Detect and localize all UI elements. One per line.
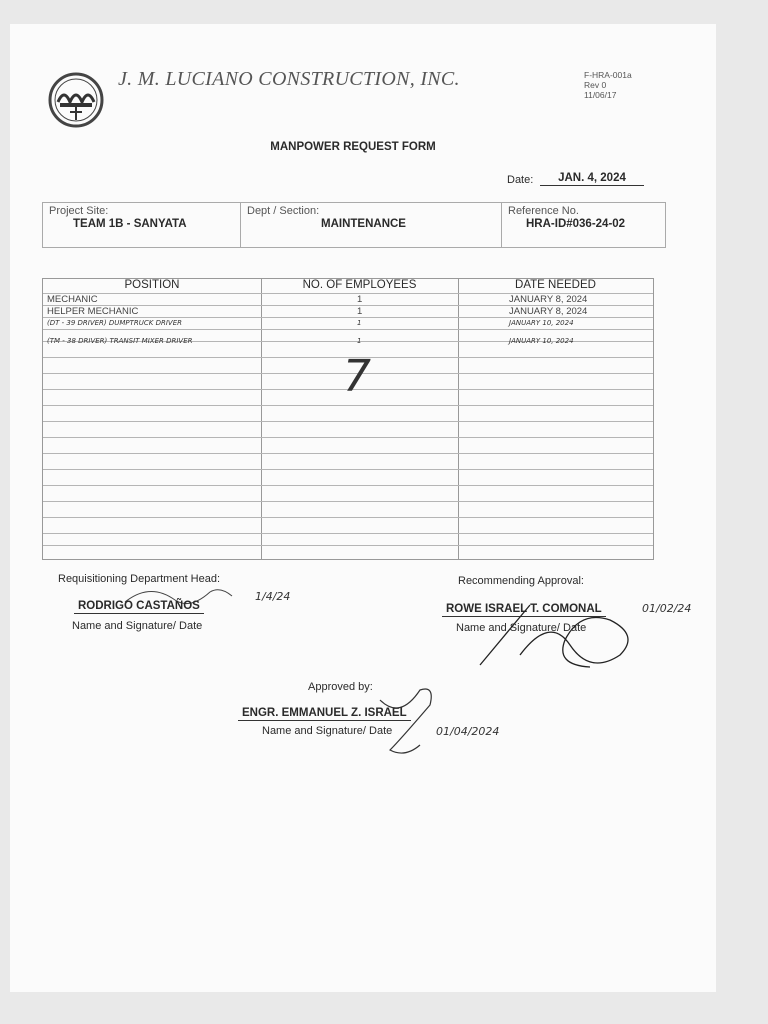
form-code-block [584, 70, 632, 100]
recommending-label: Recommending Approval: [458, 575, 584, 587]
info-box [42, 202, 666, 248]
row-count: 1 [357, 294, 363, 305]
dept-cell [241, 203, 502, 247]
row-position-handwritten: (TM - 38 DRIVER) TRANSIT MIXER DRIVER [47, 337, 193, 345]
project-site-cell [43, 203, 241, 247]
form-title: MANPOWER REQUEST FORM [270, 141, 436, 153]
reference-label: Reference No. [508, 205, 579, 217]
row-count-handwritten: 1 [357, 337, 362, 345]
row-position-handwritten: (DT - 39 DRIVER) DUMPTRUCK DRIVER [47, 319, 182, 327]
form-revision: Rev 0 [584, 80, 607, 90]
project-site-label: Project Site: [49, 205, 109, 217]
recommending-date: 01/02/24 [642, 602, 692, 615]
requisitioning-caption: Name and Signature/ Date [72, 620, 203, 632]
approved-caption: Name and Signature/ Date [262, 725, 393, 737]
recommending-name: ROWE ISRAEL T. COMONAL [442, 603, 606, 617]
reference-cell [502, 203, 665, 247]
requisitioning-date: 1/4/24 [255, 590, 291, 603]
approved-name: ENGR. EMMANUEL Z. ISRAEL [238, 707, 411, 721]
row-date: JANUARY 8, 2024 [509, 306, 588, 317]
col-header-date: DATE NEEDED [515, 279, 596, 291]
col-header-position: POSITION [124, 279, 180, 291]
requisitioning-label: Requisitioning Department Head: [58, 573, 221, 585]
project-site-value: TEAM 1B - SANYATA [73, 218, 187, 230]
date-label: Date: [507, 174, 534, 186]
form-code: F-HRA-001a [584, 70, 632, 80]
form-revision-date: 11/06/17 [584, 90, 617, 100]
col-header-employees: NO. OF EMPLOYEES [302, 279, 417, 291]
row-count-handwritten: 1 [357, 319, 362, 327]
dept-label: Dept / Section: [247, 205, 320, 217]
company-name: J. M. LUCIANO CONSTRUCTION, INC. [118, 68, 460, 90]
reference-value: HRA-ID#036-24-02 [526, 218, 626, 230]
dept-value: MAINTENANCE [321, 218, 406, 230]
row-position: MECHANIC [47, 294, 98, 305]
date-value: JAN. 4, 2024 [540, 172, 644, 186]
row-count: 1 [357, 306, 363, 317]
requisitioning-name: RODRIGO CASTAÑOS [74, 600, 204, 614]
row-date-handwritten: JANUARY 10, 2024 [509, 319, 574, 327]
company-logo [48, 72, 104, 128]
row-position: HELPER MECHANIC [47, 306, 139, 317]
row-date: JANUARY 8, 2024 [509, 294, 588, 305]
recommending-caption: Name and Signature/ Date [456, 622, 587, 634]
recommending-signature [470, 595, 650, 675]
approved-label: Approved by: [308, 681, 373, 693]
row-date-handwritten: JANUARY 10, 2024 [509, 337, 574, 345]
position-table [42, 278, 654, 560]
handwritten-total: 7 [343, 351, 371, 402]
approved-date: 01/04/2024 [436, 725, 500, 738]
